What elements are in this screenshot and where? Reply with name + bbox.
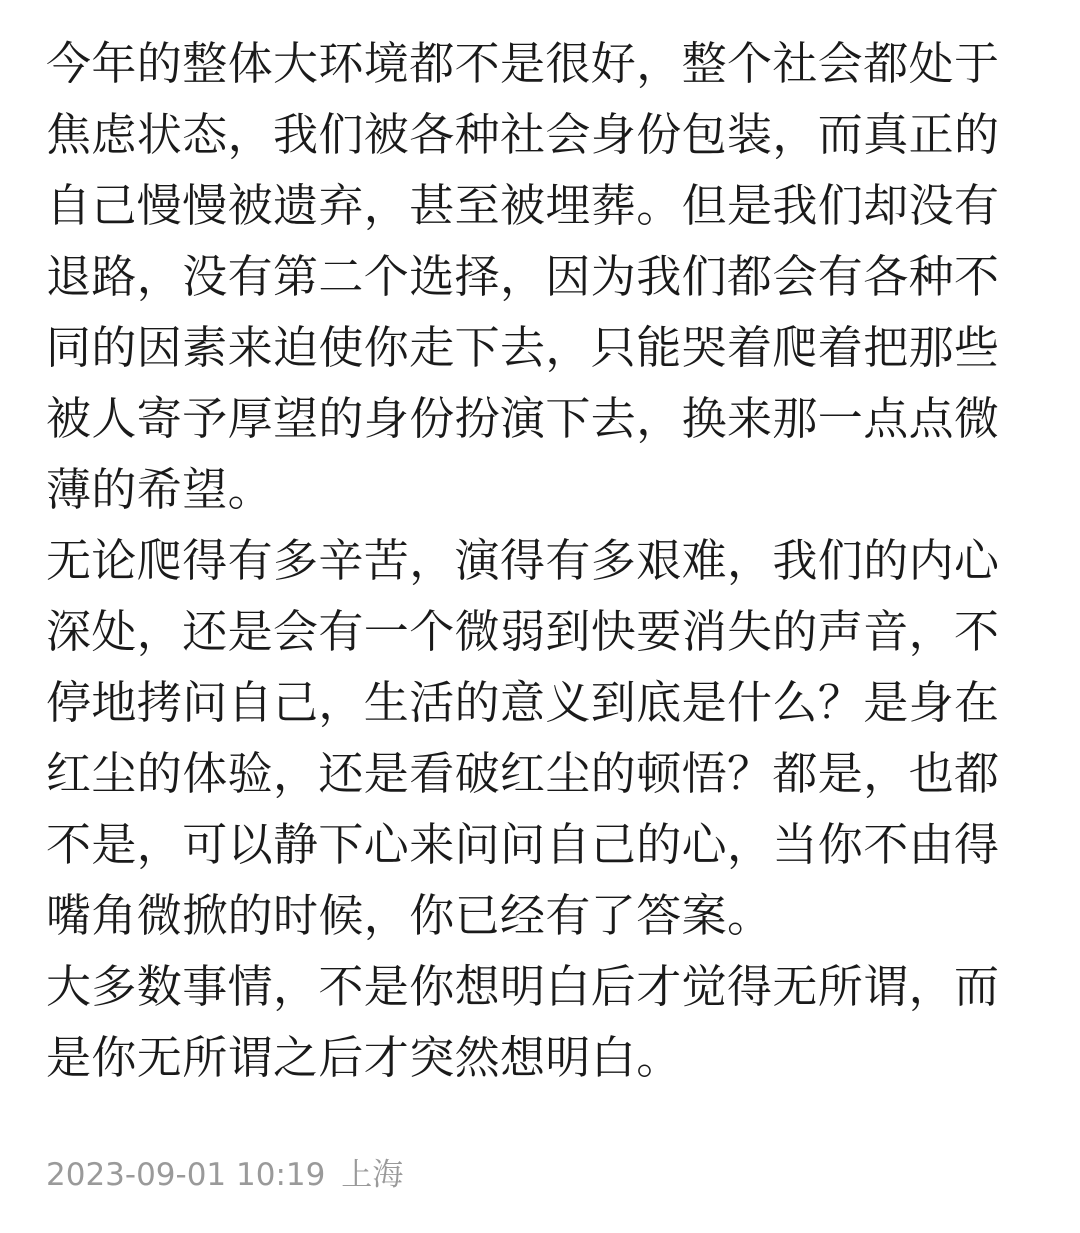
text-line: 红尘的体验，还是看破红尘的顿悟？都是，也都	[46, 747, 1000, 800]
text-line: 薄的希望。	[46, 463, 274, 516]
text-line: 是你无所谓之后才突然想明白。	[46, 1031, 682, 1084]
paragraph	[46, 28, 1006, 525]
paragraph	[46, 951, 1006, 1093]
paragraph	[46, 525, 1006, 951]
post-meta	[46, 1153, 403, 1197]
text-line: 被人寄予厚望的身份扮演下去，换来那一点点微	[46, 392, 1000, 445]
text-line: 嘴角微掀的时候，你已经有了答案。	[46, 889, 773, 942]
text-line: 焦虑状态，我们被各种社会身份包装，而真正的	[46, 108, 1000, 161]
text-line: 不是，可以静下心来问问自己的心，当你不由得	[46, 818, 1000, 871]
post-timestamp: 2023-09-01 10:19	[46, 1157, 326, 1193]
text-line: 自己慢慢被遗弃，甚至被埋葬。但是我们却没有	[46, 179, 1000, 232]
text-line: 同的因素来迫使你走下去，只能哭着爬着把那些	[46, 321, 1000, 374]
text-line: 无论爬得有多辛苦，演得有多艰难，我们的内心	[46, 534, 1000, 587]
post-location: 上海	[341, 1157, 404, 1193]
text-line: 深处，还是会有一个微弱到快要消失的声音，不	[46, 605, 1000, 658]
text-line: 今年的整体大环境都不是很好，整个社会都处于	[46, 37, 1000, 90]
text-line: 大多数事情，不是你想明白后才觉得无所谓，而	[46, 960, 1000, 1013]
post-body	[46, 28, 1006, 1093]
text-line: 退路，没有第二个选择，因为我们都会有各种不	[46, 250, 1000, 303]
text-line: 停地拷问自己，生活的意义到底是什么？是身在	[46, 676, 1000, 729]
